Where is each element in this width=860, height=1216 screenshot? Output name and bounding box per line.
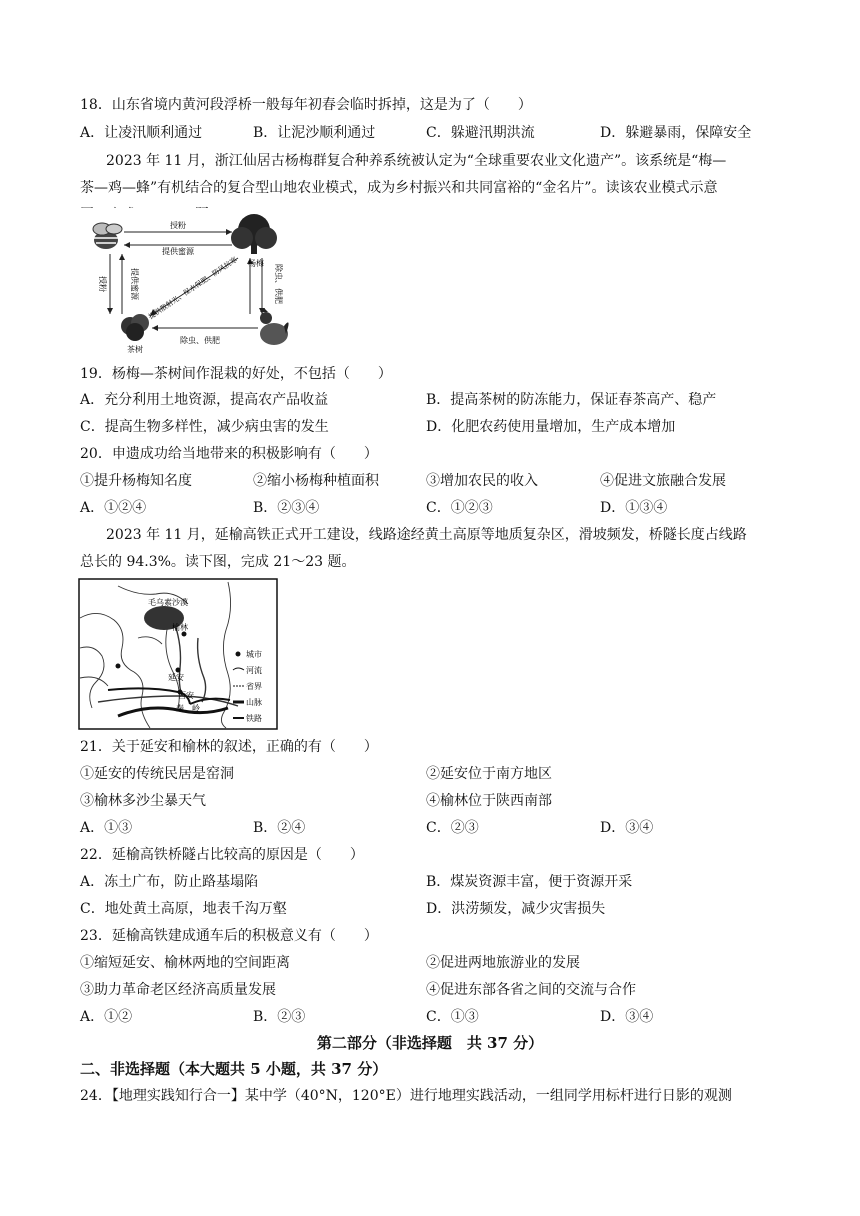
q20-item-3: ③增加农民的收入 [426, 473, 538, 489]
passage1-line2: 茶—鸡—蜂”有机结合的复合型山地农业模式，成为乡村振兴和共同富裕的“金名片”。读该农业模式示意 [80, 180, 718, 196]
q21-item-3: ③榆林多沙尘暴天气 [80, 793, 206, 809]
map-label-qinling: 秦岭 [176, 704, 208, 713]
q20-option-b: B．②③④ [253, 500, 320, 516]
q22-option-c: C．地处黄土高原，地表千沟万壑 [80, 901, 287, 917]
q20-option-c: C．①②③ [426, 500, 493, 516]
q19-option-a: A．充分利用土地资源，提高农产品收益 [80, 392, 329, 408]
agriculture-diagram [80, 208, 290, 358]
q21-option-c: C．②③ [426, 820, 479, 836]
q23-item-3: ③助力革命老区经济高质量发展 [80, 982, 276, 998]
q22-option-d: D．洪涝频发，减少灾害损失 [426, 901, 606, 917]
passage2-line2: 总长的 94.3%。读下图，完成 21～23 题。 [80, 554, 356, 570]
section-heading: 二、非选择题（本大题共 5 小题，共 37 分） [80, 1060, 388, 1078]
q20-option-d: D．①③④ [600, 500, 668, 516]
q22-option-a: A．冻土广布，防止路基塌陷 [80, 874, 259, 890]
label-shade: 提供散射光、保水保肥、防风抗寒 [147, 255, 239, 322]
q23-option-a: A．①② [80, 1009, 133, 1025]
passage1-line1: 2023 年 11 月，浙江仙居古杨梅群复合种养系统被认定为“全球重要农业文化遗产”。该系统是“梅— [106, 153, 727, 169]
q21-stem: 21．关于延安和榆林的叙述，正确的有（ ） [80, 739, 378, 755]
q19-stem: 19．杨梅—茶树间作混栽的好处，不包括（ ） [80, 366, 392, 382]
q23-option-d: D．③④ [600, 1009, 654, 1025]
label-pest-fertilize: 除虫、供肥 [180, 336, 220, 345]
q21-option-a: A．①③ [80, 820, 133, 836]
svg-text:城市: 城市 [246, 650, 262, 659]
q23-option-b: B．②③ [253, 1009, 306, 1025]
map-label-desert: 毛乌素沙漠 [148, 598, 188, 607]
q23-item-1: ①缩短延安、榆林两地的空间距离 [80, 955, 290, 971]
q22-stem: 22．延榆高铁桥隧占比较高的原因是（ ） [80, 847, 364, 863]
q24-stem: 24．【地理实践知行合一】某中学（40°N，120°E）进行地理实践活动，一组同学用标杆进行日影的观测 [80, 1088, 732, 1104]
q19-option-d: D．化肥农药使用量增加，生产成本增加 [426, 419, 676, 435]
q21-item-4: ④榆林位于陕西南部 [426, 793, 552, 809]
q18-option-d: D．躲避暴雨，保障安全 [600, 125, 752, 141]
label-weeding-fertilize: 除虫、供肥 [274, 264, 283, 304]
map-label-yanan: 延安 [168, 673, 184, 682]
q21-option-b: B．②④ [253, 820, 306, 836]
q20-option-a: A．①②④ [80, 500, 147, 516]
svg-text:铁路: 铁路 [246, 714, 262, 723]
part2-title: 第二部分（非选择题 共 37 分） [316, 1034, 544, 1052]
q18-option-b: B．让泥沙顺利通过 [253, 125, 376, 141]
label-tea: 茶树 [127, 345, 143, 354]
q20-item-4: ④促进文旅融合发展 [600, 473, 726, 489]
q20-stem: 20．申遗成功给当地带来的积极影响有（ ） [80, 446, 378, 462]
label-nectar-tea: 提供蜜源 [130, 268, 139, 300]
label-nectar: 提供蜜源 [162, 247, 194, 256]
q18-option-a: A．让凌汛顺利通过 [80, 125, 203, 141]
q23-item-2: ②促进两地旅游业的发展 [426, 955, 580, 971]
q20-item-1: ①提升杨梅知名度 [80, 473, 192, 489]
q21-option-d: D．③④ [600, 820, 654, 836]
q18-option-c: C．躲避汛期洪流 [426, 125, 535, 141]
map-label-yulin: 榆林 [172, 623, 188, 632]
q21-item-1: ①延安的传统民居是窑洞 [80, 766, 234, 782]
shaanxi-map [78, 578, 278, 730]
q23-item-4: ④促进东部各省之间的交流与合作 [426, 982, 636, 998]
q19-option-c: C．提高生物多样性，减少病虫害的发生 [80, 419, 329, 435]
q23-stem: 23．延榆高铁建成通车后的积极意义有（ ） [80, 928, 378, 944]
label-pollinate-tea: 授粉 [98, 276, 107, 292]
yanan-city-marker [176, 668, 181, 673]
q21-item-2: ②延安位于南方地区 [426, 766, 552, 782]
svg-text:河流: 河流 [246, 666, 262, 675]
map-label-xian: 西安 [178, 691, 194, 700]
q23-option-c: C．①③ [426, 1009, 479, 1025]
q18-stem: 18．山东省境内黄河段浮桥一般每年初春会临时拆掉，这是为了（ ） [80, 97, 532, 113]
yulin-city-marker [182, 632, 187, 637]
q20-item-2: ②缩小杨梅种植面积 [253, 473, 379, 489]
q22-option-b: B．煤炭资源丰富，便于资源开采 [426, 874, 633, 890]
label-pollinate: 授粉 [170, 221, 186, 230]
svg-text:山脉: 山脉 [246, 698, 262, 707]
label-bayberry: 杨梅 [248, 259, 264, 268]
svg-text:省界: 省界 [246, 682, 262, 691]
q19-option-b: B．提高茶树的防冻能力，保证春茶高产、稳产 [426, 392, 717, 408]
passage2-line1: 2023 年 11 月，延榆高铁正式开工建设，线路途经黄土高原等地质复杂区，滑坡频发，桥隧长度占线路 [106, 527, 747, 543]
